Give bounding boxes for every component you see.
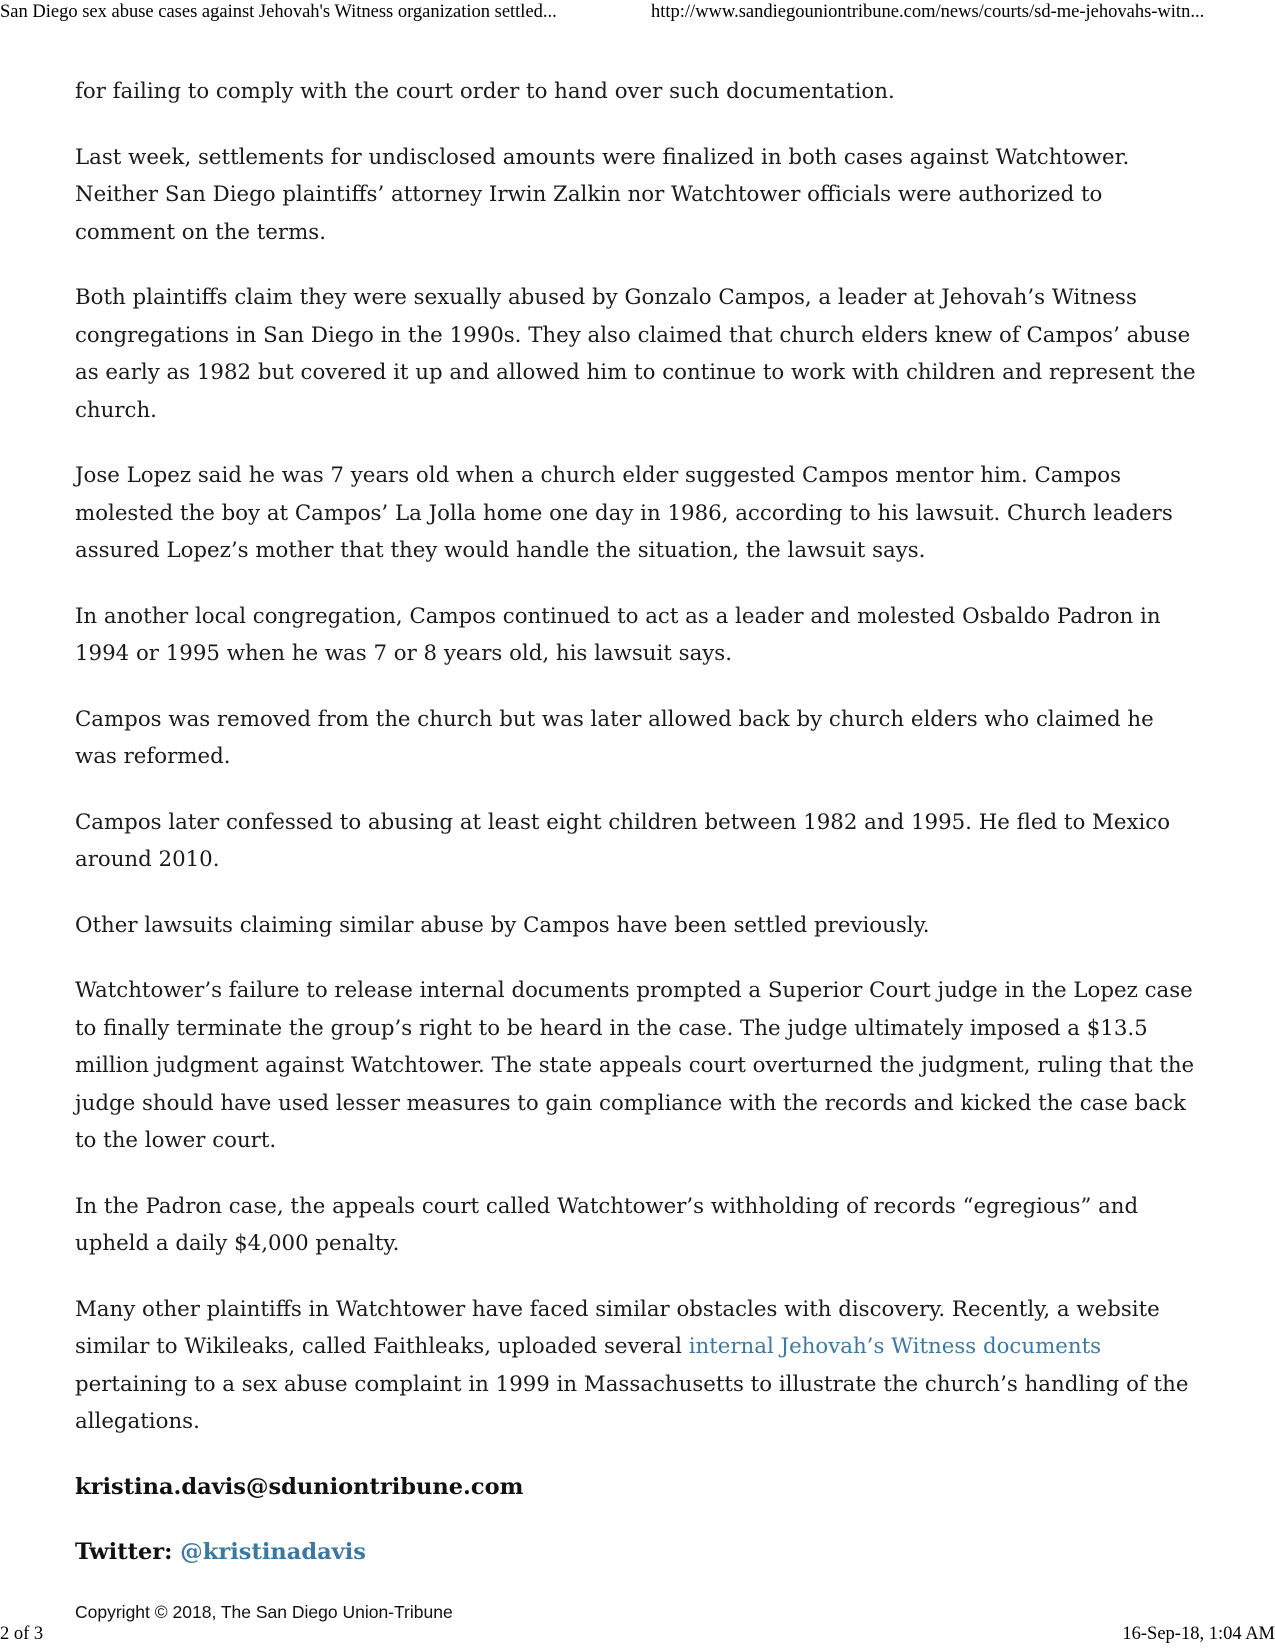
copyright-notice: Copyright © 2018, The San Diego Union-Tribune bbox=[75, 1601, 453, 1622]
article-body bbox=[75, 73, 1200, 1652]
article-paragraph: Last week, settlements for undisclosed amounts were finalized in both cases against Watchtower. Neither San Diego plaintiffs’ attorney Irwin Zalkin nor Watchtower officials were authorized to comment on the terms. bbox=[75, 144, 1130, 245]
article-paragraph: In the Padron case, the appeals court called Watchtower’s withholding of records “egregious” and upheld a daily $4,000 penalty. bbox=[75, 1193, 1139, 1256]
article-paragraph: Watchtower’s failure to release internal documents prompted a Superior Court judge in the Lopez case to finally terminate the group’s right to be heard in the case. The judge ultimately imposed a $13.5 million judgment against Watchtower. The state appeals court overturned the judgment, ruling that the judge should have used lesser measures to gain compliance with the records and kicked the case back to the lower court. bbox=[75, 978, 1195, 1153]
twitter-label: Twitter: bbox=[75, 1539, 181, 1565]
article-paragraph: In another local congregation, Campos continued to act as a leader and molested Osbaldo Padron in 1994 or 1995 when he was 7 or 8 years old, his lawsuit says. bbox=[75, 603, 1161, 666]
documents-link[interactable]: internal Jehovah’s Witness documents bbox=[688, 1334, 1102, 1359]
print-footer bbox=[0, 1620, 1275, 1650]
page-url: http://www.sandiegouniontribune.com/news/courts/sd-me-jehovahs-witn... bbox=[651, 2, 1205, 22]
article-paragraph: Other lawsuits claiming similar abuse by Campos have been settled previously. bbox=[75, 912, 930, 938]
print-header bbox=[0, 0, 1275, 30]
paragraph-text: pertaining to a sex abuse complaint in 1999 in Massachusetts to illustrate the church’s handling of the allegations. bbox=[75, 1371, 1189, 1434]
print-datetime: 16-Sep-18, 1:04 AM bbox=[1122, 1624, 1275, 1644]
article-paragraph: Campos was removed from the church but was later allowed back by church elders who claimed he was reformed. bbox=[75, 706, 1154, 769]
twitter-handle-link[interactable]: @kristinadavis bbox=[180, 1539, 366, 1565]
page-number: 2 of 3 bbox=[0, 1624, 44, 1644]
article-paragraph: Campos later confessed to abusing at least eight children between 1982 and 1995. He fled to Mexico around 2010. bbox=[75, 809, 1171, 872]
article-paragraph: Both plaintiffs claim they were sexually abused by Gonzalo Campos, a leader at Jehovah’s Witness congregations in San Diego in the 1990s. They also claimed that church elders knew of Campos’ abuse as early as 1982 but covered it up and allowed him to continue to work with children and represent the church. bbox=[75, 285, 1196, 423]
author-email: kristina.davis@sduniontribune.com bbox=[75, 1473, 524, 1500]
article-paragraph: for failing to comply with the court order to hand over such documentation. bbox=[75, 79, 895, 104]
article-paragraph bbox=[75, 1291, 1200, 1441]
article-paragraph: Jose Lopez said he was 7 years old when a church elder suggested Campos mentor him. Campos molested the boy at Campos’ La Jolla home one day in 1986, according to his lawsuit. Church leaders assured Lopez’s mother that they would handle the situation, the lawsuit says. bbox=[75, 463, 1173, 563]
page-title: San Diego sex abuse cases against Jehovah's Witness organization settled... bbox=[0, 2, 557, 22]
paragraph-text: Many other plaintiffs in Watchtower have faced similar obstacles with discovery. Recently, a website similar to Wikileaks, called Faithleaks, uploaded several bbox=[75, 1296, 1160, 1359]
author-twitter bbox=[75, 1534, 1200, 1572]
